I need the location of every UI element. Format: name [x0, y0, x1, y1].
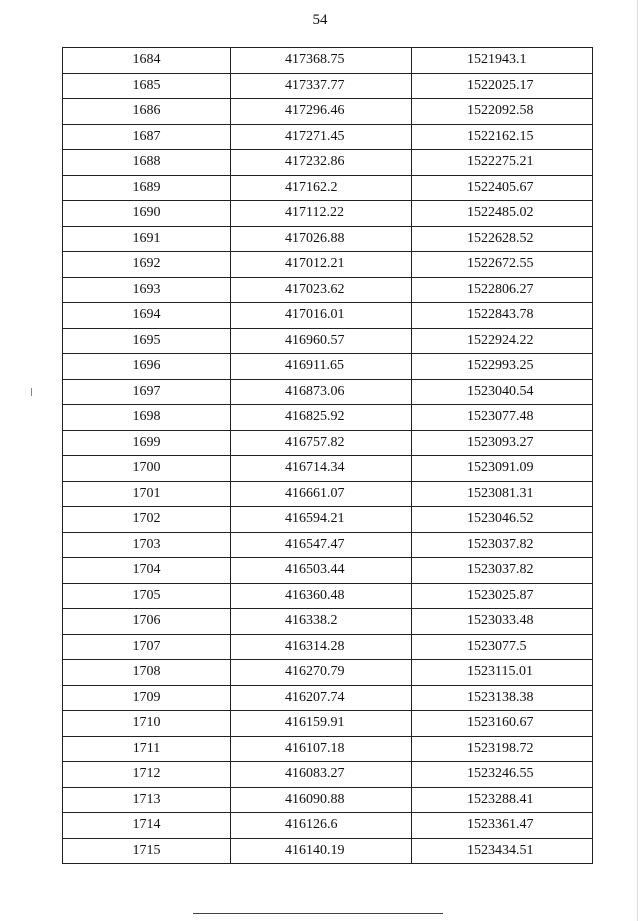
x-coordinate-cell: 416873.06: [231, 379, 412, 405]
y-coordinate-cell: 1522485.02: [412, 201, 593, 227]
y-coordinate-cell: 1522092.58: [412, 99, 593, 125]
table-row: [63, 201, 593, 227]
x-coordinate-cell: 416314.28: [231, 634, 412, 660]
x-coordinate-cell: 416083.27: [231, 762, 412, 788]
x-coordinate-cell: 416661.07: [231, 481, 412, 507]
y-coordinate-cell: 1523160.67: [412, 711, 593, 737]
table-row: [63, 277, 593, 303]
y-coordinate-cell: 1523025.87: [412, 583, 593, 609]
table-row: [63, 634, 593, 660]
x-coordinate-cell: 417337.77: [231, 73, 412, 99]
table-row: [63, 711, 593, 737]
point-number-cell: 1692: [63, 252, 231, 278]
point-number-cell: 1708: [63, 660, 231, 686]
table-row: [63, 787, 593, 813]
table-row: [63, 762, 593, 788]
x-coordinate-cell: 416547.47: [231, 532, 412, 558]
y-coordinate-cell: 1523077.5: [412, 634, 593, 660]
point-number-cell: 1698: [63, 405, 231, 431]
point-number-cell: 1701: [63, 481, 231, 507]
y-coordinate-cell: 1523198.72: [412, 736, 593, 762]
point-number-cell: 1706: [63, 609, 231, 635]
point-number-cell: 1694: [63, 303, 231, 329]
point-number-cell: 1686: [63, 99, 231, 125]
x-coordinate-cell: 416338.2: [231, 609, 412, 635]
table-row: [63, 532, 593, 558]
x-coordinate-cell: 416960.57: [231, 328, 412, 354]
y-coordinate-cell: 1522275.21: [412, 150, 593, 176]
y-coordinate-cell: 1523138.38: [412, 685, 593, 711]
x-coordinate-cell: 416503.44: [231, 558, 412, 584]
table-row: [63, 226, 593, 252]
x-coordinate-cell: 417296.46: [231, 99, 412, 125]
x-coordinate-cell: 417368.75: [231, 48, 412, 74]
table-row: [63, 736, 593, 762]
table-row: [63, 328, 593, 354]
table-row: [63, 73, 593, 99]
x-coordinate-cell: 416825.92: [231, 405, 412, 431]
x-coordinate-cell: 416159.91: [231, 711, 412, 737]
table-row: [63, 456, 593, 482]
y-coordinate-cell: 1523091.09: [412, 456, 593, 482]
coordinate-table-body: [63, 48, 593, 864]
y-coordinate-cell: 1522924.22: [412, 328, 593, 354]
table-row: [63, 405, 593, 431]
x-coordinate-cell: 416270.79: [231, 660, 412, 686]
x-coordinate-cell: 416911.65: [231, 354, 412, 380]
table-row: [63, 507, 593, 533]
x-coordinate-cell: 416594.21: [231, 507, 412, 533]
x-coordinate-cell: 416107.18: [231, 736, 412, 762]
table-row: [63, 558, 593, 584]
point-number-cell: 1689: [63, 175, 231, 201]
point-number-cell: 1707: [63, 634, 231, 660]
y-coordinate-cell: 1523093.27: [412, 430, 593, 456]
table-row: [63, 430, 593, 456]
y-coordinate-cell: 1522025.17: [412, 73, 593, 99]
scan-artifact-right-edge: [637, 0, 638, 921]
y-coordinate-cell: 1522628.52: [412, 226, 593, 252]
point-number-cell: 1714: [63, 813, 231, 839]
x-coordinate-cell: 416140.19: [231, 838, 412, 864]
point-number-cell: 1688: [63, 150, 231, 176]
point-number-cell: 1695: [63, 328, 231, 354]
x-coordinate-cell: 417023.62: [231, 277, 412, 303]
y-coordinate-cell: 1521943.1: [412, 48, 593, 74]
point-number-cell: 1699: [63, 430, 231, 456]
y-coordinate-cell: 1523288.41: [412, 787, 593, 813]
coordinate-table: [62, 47, 593, 864]
y-coordinate-cell: 1523081.31: [412, 481, 593, 507]
point-number-cell: 1704: [63, 558, 231, 584]
y-coordinate-cell: 1522806.27: [412, 277, 593, 303]
point-number-cell: 1684: [63, 48, 231, 74]
y-coordinate-cell: 1523046.52: [412, 507, 593, 533]
y-coordinate-cell: 1522162.15: [412, 124, 593, 150]
x-coordinate-cell: 417112.22: [231, 201, 412, 227]
table-row: [63, 838, 593, 864]
x-coordinate-cell: 416757.82: [231, 430, 412, 456]
point-number-cell: 1700: [63, 456, 231, 482]
y-coordinate-cell: 1523434.51: [412, 838, 593, 864]
y-coordinate-cell: 1523033.48: [412, 609, 593, 635]
x-coordinate-cell: 417016.01: [231, 303, 412, 329]
y-coordinate-cell: 1522672.55: [412, 252, 593, 278]
point-number-cell: 1711: [63, 736, 231, 762]
point-number-cell: 1712: [63, 762, 231, 788]
y-coordinate-cell: 1523115.01: [412, 660, 593, 686]
table-row: [63, 175, 593, 201]
table-row: [63, 685, 593, 711]
x-coordinate-cell: 416360.48: [231, 583, 412, 609]
y-coordinate-cell: 1523246.55: [412, 762, 593, 788]
table-row: [63, 124, 593, 150]
x-coordinate-cell: 417012.21: [231, 252, 412, 278]
y-coordinate-cell: 1522843.78: [412, 303, 593, 329]
point-number-cell: 1690: [63, 201, 231, 227]
table-row: [63, 609, 593, 635]
table-row: [63, 813, 593, 839]
x-coordinate-cell: 417271.45: [231, 124, 412, 150]
y-coordinate-cell: 1522405.67: [412, 175, 593, 201]
scan-artifact-bottom-line: [193, 913, 443, 914]
table-row: [63, 150, 593, 176]
table-row: [63, 252, 593, 278]
x-coordinate-cell: 416714.34: [231, 456, 412, 482]
table-row: [63, 481, 593, 507]
x-coordinate-cell: 417162.2: [231, 175, 412, 201]
y-coordinate-cell: 1523037.82: [412, 532, 593, 558]
point-number-cell: 1696: [63, 354, 231, 380]
point-number-cell: 1693: [63, 277, 231, 303]
table-row: [63, 379, 593, 405]
y-coordinate-cell: 1522993.25: [412, 354, 593, 380]
point-number-cell: 1715: [63, 838, 231, 864]
table-row: [63, 660, 593, 686]
y-coordinate-cell: 1523037.82: [412, 558, 593, 584]
x-coordinate-cell: 416126.6: [231, 813, 412, 839]
point-number-cell: 1687: [63, 124, 231, 150]
point-number-cell: 1685: [63, 73, 231, 99]
page-number: 54: [312, 12, 328, 28]
table-row: [63, 583, 593, 609]
point-number-cell: 1710: [63, 711, 231, 737]
table-row: [63, 354, 593, 380]
table-row: [63, 99, 593, 125]
x-coordinate-cell: 417232.86: [231, 150, 412, 176]
x-coordinate-cell: 416090.88: [231, 787, 412, 813]
point-number-cell: 1691: [63, 226, 231, 252]
point-number-cell: 1697: [63, 379, 231, 405]
x-coordinate-cell: 416207.74: [231, 685, 412, 711]
y-coordinate-cell: 1523361.47: [412, 813, 593, 839]
y-coordinate-cell: 1523040.54: [412, 379, 593, 405]
x-coordinate-cell: 417026.88: [231, 226, 412, 252]
table-row: [63, 48, 593, 74]
point-number-cell: 1709: [63, 685, 231, 711]
point-number-cell: 1702: [63, 507, 231, 533]
point-number-cell: 1703: [63, 532, 231, 558]
point-number-cell: 1713: [63, 787, 231, 813]
table-row: [63, 303, 593, 329]
point-number-cell: 1705: [63, 583, 231, 609]
y-coordinate-cell: 1523077.48: [412, 405, 593, 431]
scan-artifact-left: [31, 388, 32, 396]
